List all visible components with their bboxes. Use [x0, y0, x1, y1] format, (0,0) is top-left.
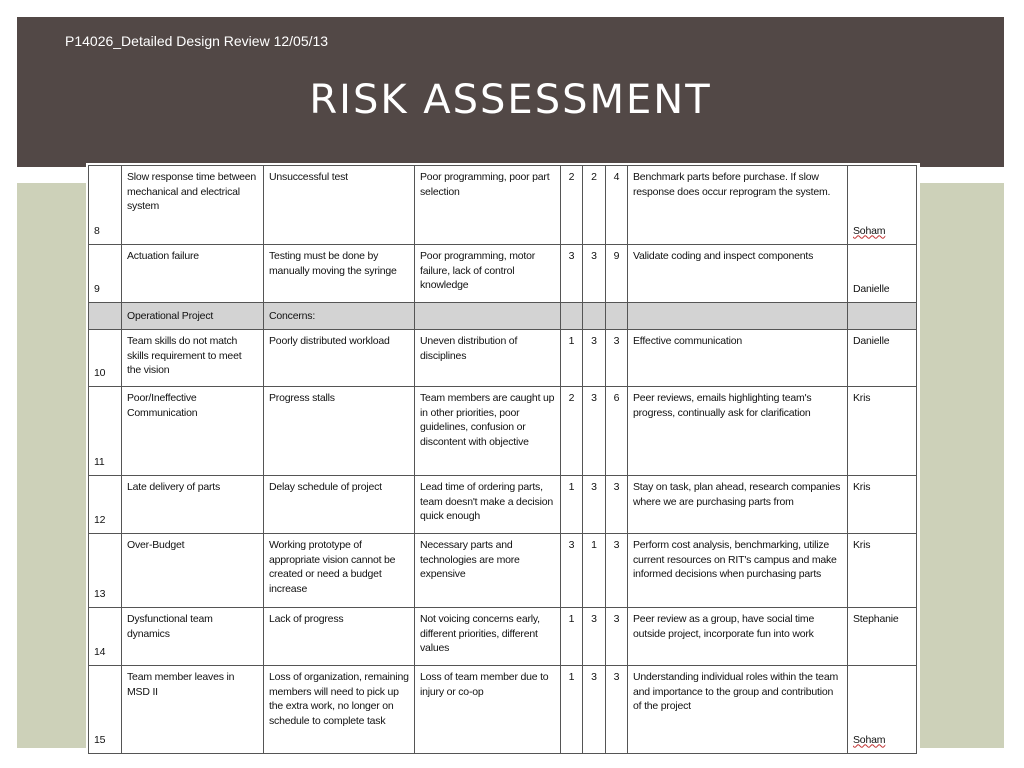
risk-effect: Progress stalls [264, 387, 415, 476]
section-cell-empty [848, 303, 917, 330]
table-row [89, 245, 917, 303]
risk-description: Over-Budget [122, 534, 264, 608]
table-row [89, 387, 917, 476]
risk-effect: Loss of organization, remaining members will need to pick up the extra work, no longer on schedule to complete task [264, 666, 415, 754]
risk-likelihood: 2 [561, 387, 583, 476]
risk-owner: Danielle [848, 330, 917, 387]
risk-importance: 4 [606, 166, 628, 245]
risk-action: Effective communication [628, 330, 848, 387]
risk-owner-name: Soham [853, 733, 886, 746]
table-row [89, 608, 917, 666]
table-row [89, 330, 917, 387]
risk-owner: Kris [848, 387, 917, 476]
risk-description: Slow response time between mechanical and electrical system [122, 166, 264, 245]
risk-id: 10 [89, 330, 122, 387]
risk-importance: 9 [606, 245, 628, 303]
risk-id: 8 [89, 166, 122, 245]
risk-table [88, 165, 917, 754]
risk-effect: Poorly distributed workload [264, 330, 415, 387]
risk-id: 12 [89, 476, 122, 534]
risk-importance: 6 [606, 387, 628, 476]
table-row [89, 666, 917, 754]
risk-cause: Poor programming, poor part selection [415, 166, 561, 245]
risk-cause: Not voicing concerns early, different priorities, different values [415, 608, 561, 666]
risk-action: Benchmark parts before purchase. If slow response does occur reprogram the system. [628, 166, 848, 245]
risk-id: 11 [89, 387, 122, 476]
risk-likelihood: 1 [561, 330, 583, 387]
risk-owner-name: Soham [853, 224, 886, 237]
risk-severity: 3 [583, 387, 606, 476]
risk-action: Peer review as a group, have social time outside project, incorporate fun into work [628, 608, 848, 666]
section-label-concerns: Concerns: [264, 303, 415, 330]
table-row [89, 166, 917, 245]
risk-action: Validate coding and inspect components [628, 245, 848, 303]
risk-importance: 3 [606, 534, 628, 608]
risk-table-sheet [86, 163, 920, 759]
section-row [89, 303, 917, 330]
risk-owner: Kris [848, 534, 917, 608]
risk-severity: 3 [583, 245, 606, 303]
section-cell-empty [628, 303, 848, 330]
risk-id: 14 [89, 608, 122, 666]
risk-description: Late delivery of parts [122, 476, 264, 534]
risk-importance: 3 [606, 608, 628, 666]
risk-likelihood: 3 [561, 245, 583, 303]
risk-effect: Testing must be done by manually moving the syringe [264, 245, 415, 303]
risk-cause: Uneven distribution of disciplines [415, 330, 561, 387]
risk-likelihood: 2 [561, 166, 583, 245]
risk-cause: Necessary parts and technologies are more expensive [415, 534, 561, 608]
section-cell-empty [583, 303, 606, 330]
slide-title: RISK ASSESSMENT [309, 77, 712, 123]
risk-importance: 3 [606, 476, 628, 534]
risk-likelihood: 1 [561, 608, 583, 666]
risk-cause: Lead time of ordering parts, team doesn't make a decision quick enough [415, 476, 561, 534]
risk-id: 13 [89, 534, 122, 608]
risk-severity: 2 [583, 166, 606, 245]
risk-likelihood: 3 [561, 534, 583, 608]
risk-action: Perform cost analysis, benchmarking, utilize current resources on RIT's campus and make informed decisions when purchasing parts [628, 534, 848, 608]
risk-action: Understanding individual roles within the team and importance to the group and contribution of the project [628, 666, 848, 754]
risk-likelihood: 1 [561, 666, 583, 754]
risk-effect: Lack of progress [264, 608, 415, 666]
risk-id: 9 [89, 245, 122, 303]
risk-effect: Unsuccessful test [264, 166, 415, 245]
risk-description: Team member leaves in MSD II [122, 666, 264, 754]
risk-description: Actuation failure [122, 245, 264, 303]
risk-severity: 3 [583, 476, 606, 534]
risk-severity: 3 [583, 666, 606, 754]
risk-rows-top [89, 166, 917, 303]
title-banner [17, 17, 1004, 167]
table-row [89, 534, 917, 608]
risk-cause: Team members are caught up in other priorities, poor guidelines, confusion or discontent with objective [415, 387, 561, 476]
risk-severity: 3 [583, 330, 606, 387]
section-cell-empty [89, 303, 122, 330]
section-cell-empty [606, 303, 628, 330]
risk-id: 15 [89, 666, 122, 754]
table-row [89, 476, 917, 534]
risk-importance: 3 [606, 330, 628, 387]
risk-owner: Kris [848, 476, 917, 534]
risk-likelihood: 1 [561, 476, 583, 534]
risk-cause: Loss of team member due to injury or co-op [415, 666, 561, 754]
risk-severity: 3 [583, 608, 606, 666]
risk-severity: 1 [583, 534, 606, 608]
section-cell-empty [415, 303, 561, 330]
risk-rows-bottom [89, 330, 917, 754]
risk-owner [848, 666, 917, 754]
risk-description: Poor/Ineffective Communication [122, 387, 264, 476]
risk-owner: Stephanie [848, 608, 917, 666]
risk-action: Stay on task, plan ahead, research companies where we are purchasing parts from [628, 476, 848, 534]
risk-action: Peer reviews, emails highlighting team's progress, continually ask for clarification [628, 387, 848, 476]
risk-owner: Danielle [848, 245, 917, 303]
section-label-operational: Operational Project [122, 303, 264, 330]
risk-description: Dysfunctional team dynamics [122, 608, 264, 666]
risk-owner [848, 166, 917, 245]
slide-subtitle: P14026_Detailed Design Review 12/05/13 [65, 33, 329, 49]
risk-importance: 3 [606, 666, 628, 754]
section-cell-empty [561, 303, 583, 330]
risk-description: Team skills do not match skills requirement to meet the vision [122, 330, 264, 387]
risk-cause: Poor programming, motor failure, lack of control knowledge [415, 245, 561, 303]
risk-effect: Working prototype of appropriate vision cannot be created or need a budget increase [264, 534, 415, 608]
risk-effect: Delay schedule of project [264, 476, 415, 534]
